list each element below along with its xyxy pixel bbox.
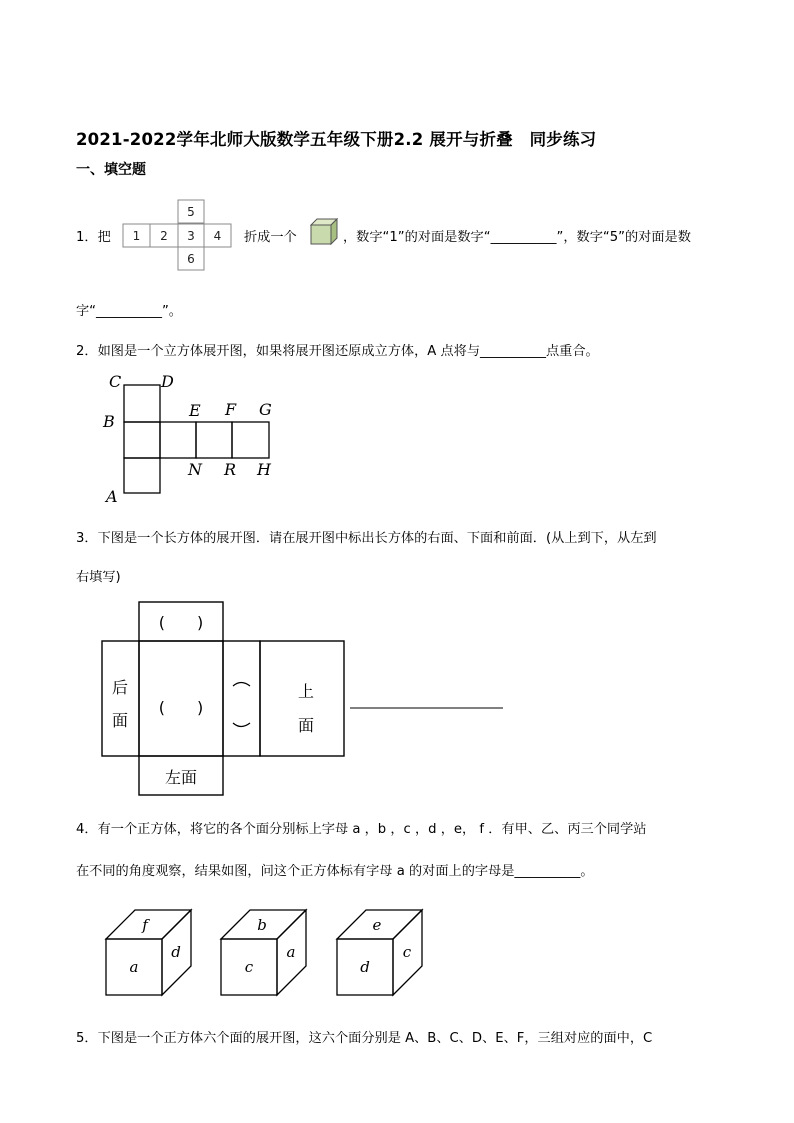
net-label-4: 4	[213, 229, 222, 243]
q2-text: 2．如图是一个立方体展开图，如果将展开图还原成立方体，A 点将与__________点重合。	[76, 344, 599, 359]
page-title: 2021-2022学年北师大版数学五年级下册2.2 展开与折叠 同步练习	[76, 130, 597, 149]
net-label-5: 5	[187, 205, 195, 219]
back-face-char2: 面	[111, 711, 129, 730]
q5-text-line1: 5．下图是一个正方体六个面的展开图，这六个面分别是 A、B、C、D、E、F，三组对应的面中，C	[76, 1031, 653, 1046]
label-A: A	[106, 487, 118, 506]
q3-cuboid-net	[100, 600, 510, 800]
cube1-front: a	[129, 958, 139, 976]
section-heading: 一、填空题	[76, 162, 146, 178]
back-face-char1: 后	[111, 678, 129, 697]
q3-text-line1: 3．下图是一个长方体的展开图．请在展开图中标出长方体的右面、下面和前面．(从上到下，从左到	[76, 531, 657, 546]
net-label-6: 6	[187, 252, 195, 266]
rotated-paren-blank	[233, 683, 250, 727]
q3-text-line2: 右填写)	[76, 570, 121, 585]
cube3-front: d	[360, 958, 370, 976]
q4-cube-views	[100, 905, 445, 1000]
top-face-blank: ( )	[158, 613, 204, 632]
net-label-2: 2	[160, 229, 168, 243]
q1-text-line2: 字“__________”。	[76, 304, 182, 319]
cube2-side: a	[286, 943, 296, 961]
top-face-char2: 面	[297, 716, 315, 735]
cube3-top: e	[372, 916, 382, 934]
net-label-3: 3	[187, 229, 195, 243]
q1-text-rest: ，数字“1”的对面是数字“__________”，数字“5”的对面是数	[343, 230, 691, 245]
q1-text-fold: 折成一个	[244, 230, 297, 245]
label-N: N	[188, 460, 202, 479]
q1-prefix: 1．把	[76, 230, 111, 245]
label-B: B	[103, 412, 115, 431]
cube1-side: d	[171, 943, 181, 961]
label-E: E	[189, 401, 201, 420]
top-face-char1: 上	[297, 682, 315, 701]
q4-text-line1: 4．有一个正方体，将它的各个面分别标上字母 a ，b ，c ，d ，e， f ．有甲、乙、丙三个同学站	[76, 822, 647, 837]
label-F: F	[225, 400, 237, 419]
cube1-top: f	[142, 916, 148, 934]
left-face-label: 左面	[164, 768, 198, 787]
q4-text-line2: 在不同的角度观察，结果如图，问这个正方体标有字母 a 的对面上的字母是__________。	[76, 864, 594, 879]
small-cube-icon	[309, 218, 339, 246]
label-H: H	[257, 460, 271, 479]
cube2-top: b	[257, 916, 267, 934]
q2-cube-net	[100, 370, 285, 510]
cube2-front: c	[244, 958, 254, 976]
label-C: C	[109, 372, 122, 391]
center-face-blank: ( )	[158, 698, 204, 717]
label-G: G	[259, 400, 272, 419]
cube3-side: c	[402, 943, 412, 961]
net-label-1: 1	[132, 229, 141, 243]
label-D: D	[161, 372, 174, 391]
label-R: R	[224, 460, 237, 479]
q1-cube-net	[122, 199, 232, 272]
